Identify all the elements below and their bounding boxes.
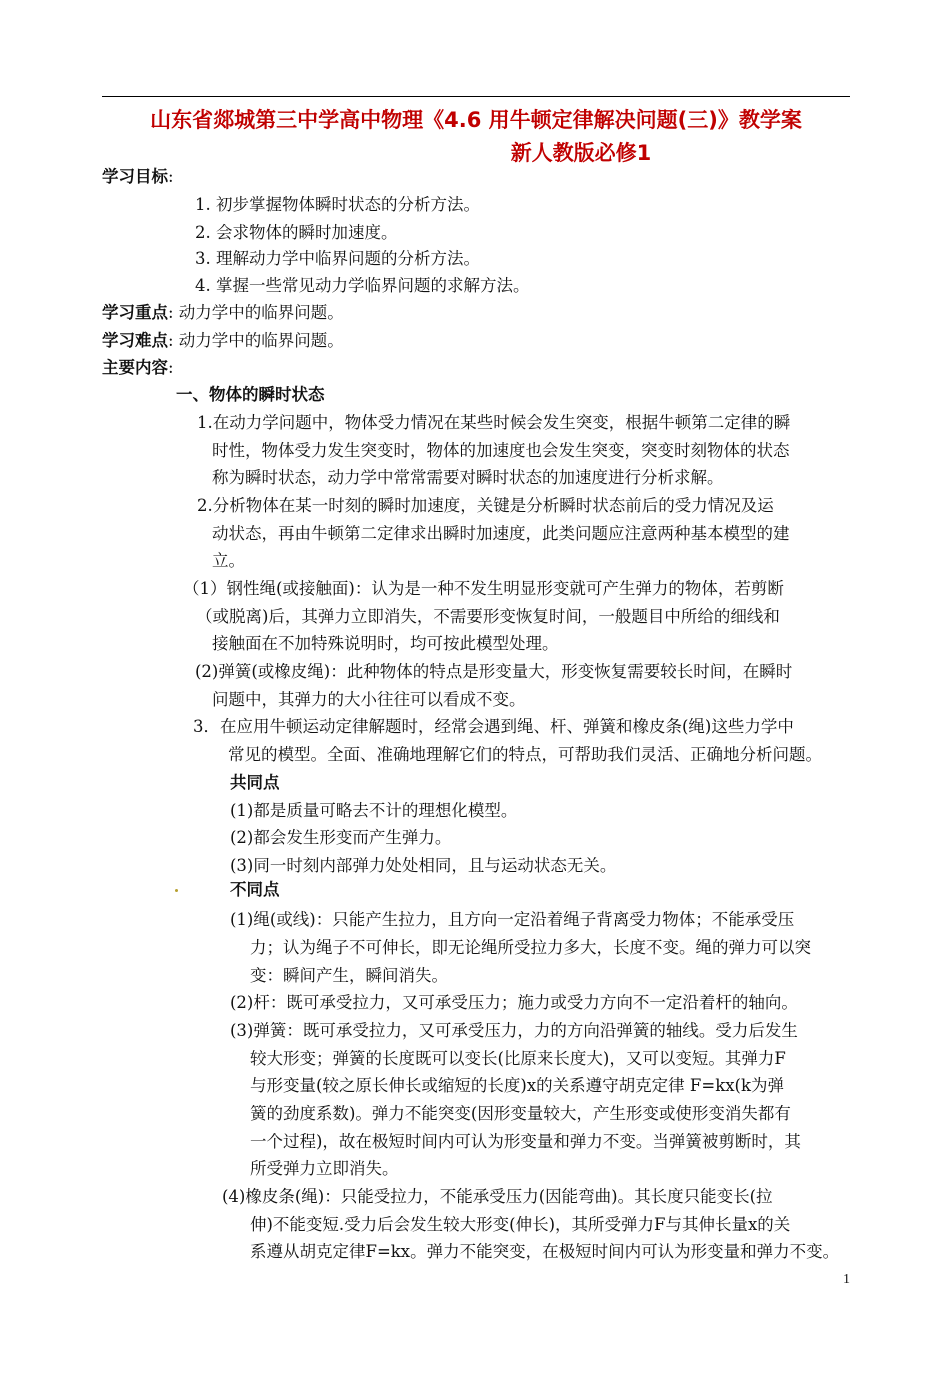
paragraph-line: 时性，物体受力发生突变时，物体的加速度也会发生突变，突变时刻物体的状态	[212, 441, 790, 460]
paragraph-line: (2)弹簧(或橡皮绳)：此种物体的特点是形变量大，形变恢复需要较长时间，在瞬时	[195, 662, 793, 681]
stray-mark	[175, 889, 178, 892]
paragraph-line: 变：瞬间产生，瞬间消失。	[250, 966, 448, 985]
goals-colon: :	[168, 167, 174, 186]
paragraph-line: 2.分析物体在某一时刻的瞬时加速度，关键是分析瞬时状态前后的受力情况及运	[197, 496, 774, 515]
goals-heading	[102, 163, 174, 191]
paragraph-line: (2)杆：既可承受拉力，又可承受压力；施力或受力方向不一定沿着杆的轴向。	[230, 993, 798, 1012]
paragraph-line: 一个过程)，故在极短时间内可认为形变量和弹力不变。当弹簧被剪断时，其	[250, 1132, 801, 1151]
difficulty-text: : 动力学中的临界问题。	[168, 331, 344, 350]
common-item: (3)同一时刻内部弹力处处相同，且与运动状态无关。	[230, 856, 617, 875]
paragraph-line: (1)绳(或线)：只能产生拉力，且方向一定沿着绳子背离受力物体；不能承受压	[230, 910, 795, 929]
paragraph-line: 3．在应用牛顿运动定律解题时，经常会遇到绳、杆、弹簧和橡皮条(绳)这些力学中	[193, 717, 794, 736]
paragraph-line: （或脱离)后，其弹力立即消失，不需要形变恢复时间，一般题目中所给的细线和	[196, 607, 780, 626]
paragraph-line: 力；认为绳子不可伸长，即无论绳所受拉力多大，长度不变。绳的弹力可以突	[250, 938, 811, 957]
goal-item: 4. 掌握一些常见动力学临界问题的求解方法。	[195, 276, 530, 295]
paragraph-line: 接触面在不加特殊说明时，均可按此模型处理。	[212, 634, 559, 653]
paragraph-line: 较大形变；弹簧的长度既可以变长(比原来长度大)，又可以变短。其弹力F	[250, 1049, 786, 1068]
common-heading: 共同点	[230, 773, 280, 792]
main-label: 主要内容	[102, 358, 168, 377]
paragraph-line: (4)橡皮条(绳)：只能受拉力，不能承受压力(因能弯曲)。其长度只能变长(拉	[222, 1187, 773, 1206]
common-item: (1)都是质量可略去不计的理想化模型。	[230, 801, 518, 820]
paragraph-line: (3)弹簧：既可承受拉力，又可承受压力，力的方向沿弹簧的轴线。受力后发生	[230, 1021, 798, 1040]
main-colon: :	[168, 358, 174, 377]
goal-item: 3. 理解动力学中临界问题的分析方法。	[195, 249, 480, 268]
paragraph-line: 动状态，再由牛顿第二定律求出瞬时加速度，此类问题应注意两种基本模型的建	[212, 524, 790, 543]
difficult-point	[102, 327, 344, 355]
document-title	[102, 104, 850, 170]
paragraph-line: 系遵从胡克定律F=kx。弹力不能突变，在极短时间内可认为形变量和弹力不变。	[250, 1242, 840, 1261]
header-rule	[102, 96, 850, 97]
paragraph-line: 问题中，其弹力的大小往往可以看成不变。	[212, 690, 526, 709]
title-line-1: 山东省郯城第三中学高中物理《4.6 用牛顿定律解决问题(三)》教学案	[150, 108, 802, 132]
paragraph-line: 与形变量(较之原长伸长或缩短的长度)x的关系遵守胡克定律 F=kx(k为弹	[250, 1076, 784, 1095]
paragraph-line: 伸)不能变短.受力后会发生较大形变(伸长)，其所受弹力F与其伸长量x的关	[250, 1215, 791, 1234]
paragraph-line: 1.在动力学问题中，物体受力情况在某些时候会发生突变，根据牛顿第二定律的瞬	[197, 413, 791, 432]
paragraph-line: （1）钢性绳(或接触面)：认为是一种不发生明显形变就可产生弹力的物体，若剪断	[183, 579, 784, 598]
paragraph-line: 立。	[212, 551, 245, 570]
paragraph-line: 所受弹力立即消失。	[250, 1159, 399, 1178]
key-text: : 动力学中的临界问题。	[168, 303, 344, 322]
goal-item: 1. 初步掌握物体瞬时状态的分析方法。	[195, 195, 480, 214]
paragraph-line: 称为瞬时状态，动力学中常常需要对瞬时状态的加速度进行分析求解。	[212, 468, 724, 487]
paragraph-line: 常见的模型。全面、准确地理解它们的特点，可帮助我们灵活、正确地分析问题。	[228, 745, 822, 764]
paragraph-line: 簧的劲度系数)。弹力不能突变(因形变量较大，产生形变或使形变消失都有	[250, 1104, 791, 1123]
common-item: (2)都会发生形变而产生弹力。	[230, 828, 452, 847]
main-content-heading	[102, 354, 174, 382]
section-heading: 一、物体的瞬时状态	[176, 385, 325, 404]
key-label: 学习重点	[102, 303, 168, 322]
page-number: 1	[843, 1272, 850, 1287]
goals-label: 学习目标	[102, 167, 168, 186]
diff-heading: 不同点	[230, 880, 280, 899]
title-line-2: 新人教版必修1	[510, 141, 652, 165]
key-point	[102, 299, 344, 327]
difficulty-label: 学习难点	[102, 331, 168, 350]
goal-item: 2. 会求物体的瞬时加速度。	[195, 223, 398, 242]
